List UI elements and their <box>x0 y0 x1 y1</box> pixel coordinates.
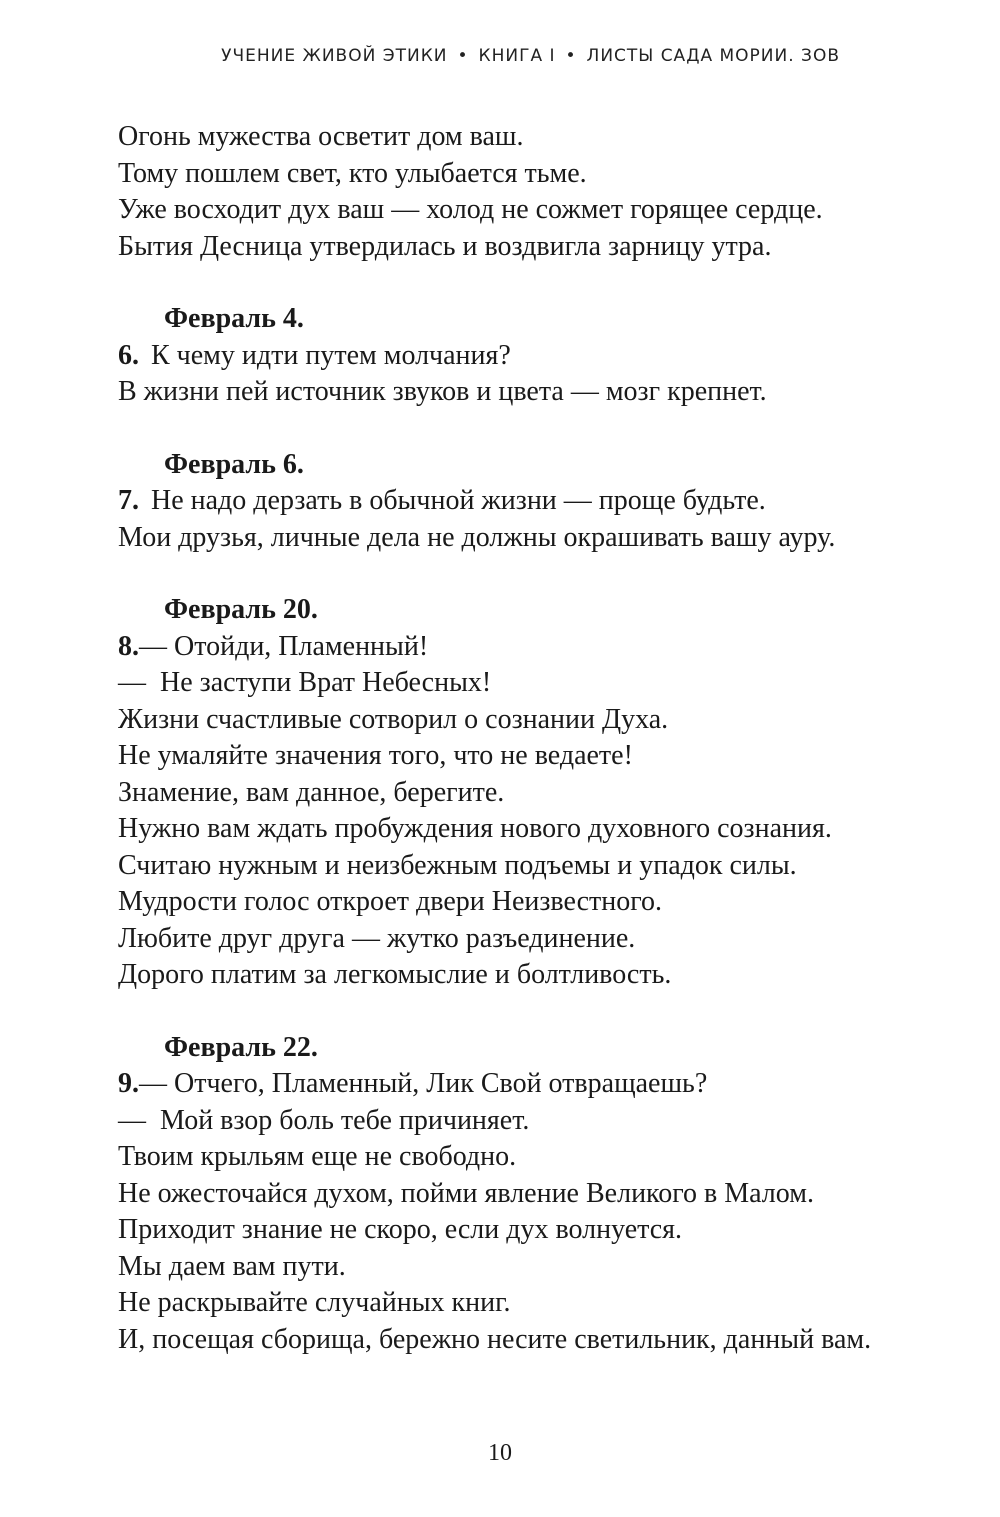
intro-block <box>118 119 978 265</box>
text-line: Огонь мужества осветит дом ваш. <box>118 121 524 152</box>
running-header <box>221 46 840 66</box>
header-separator: • <box>457 46 469 66</box>
text-line: Дорого платим за легкомыслие и болтливость. <box>118 959 672 990</box>
dialogue-dash: — <box>118 1104 146 1136</box>
dialogue-dash: — <box>118 667 146 698</box>
text-line: Не раскрывайте случайных книг. <box>118 1287 511 1318</box>
entry-8 <box>118 592 978 994</box>
text-line: Считаю нужным и неизбежным подъемы и упадок силы. <box>118 849 797 881</box>
entry-first-line <box>118 483 978 520</box>
text-line: Не ожесточайся духом, пойми явление Великого в Малом. <box>118 1177 814 1209</box>
entry-date: Февраль 20. <box>164 594 318 625</box>
page-body <box>118 119 978 1358</box>
text-line: Бытия Десница утвердилась и воздвигла зарницу утра. <box>118 230 772 262</box>
text-line: Уже восходит дух ваш — холод не сожмет горящее сердце. <box>118 194 823 225</box>
entry-7 <box>118 447 978 557</box>
entry-date: Февраль 22. <box>164 1031 318 1063</box>
entry-number: 6. <box>118 339 139 371</box>
entry-first-line <box>118 1066 978 1103</box>
header-separator: • <box>565 46 577 66</box>
header-series: УЧЕНИЕ ЖИВОЙ ЭТИКИ <box>221 46 448 66</box>
entry-first-line <box>118 629 978 666</box>
text-line: И, посещая сборища, бережно несите светильник, данный вам. <box>118 1323 872 1355</box>
text-line: В жизни пей источник звуков и цвета — мозг крепнет. <box>118 376 767 407</box>
entry-date: Февраль 4. <box>164 303 304 334</box>
text-line: Жизни счастливые сотворил о сознании Духа. <box>118 703 669 735</box>
text-line: Нужно вам ждать пробуждения нового духовного сознания. <box>118 813 832 844</box>
header-book: КНИГА I <box>478 46 556 66</box>
entry-6 <box>118 301 978 411</box>
entry-number: 8. <box>118 630 139 662</box>
text-line: Мы даем вам пути. <box>118 1250 346 1282</box>
text-line: Знамение, вам данное, берегите. <box>118 776 505 808</box>
entry-first-line <box>118 338 978 375</box>
entry-date: Февраль 6. <box>164 448 304 480</box>
text-line: Любите друг друга — жутко разъединение. <box>118 922 636 954</box>
dialogue-text: Не заступи Врат Небесных! <box>160 667 492 698</box>
entry-text: — Отойди, Пламенный! <box>139 630 429 662</box>
dialogue-line <box>118 1103 978 1140</box>
text-line: Мудрости голос откроет двери Неизвестного. <box>118 886 663 917</box>
entry-number: 9. <box>118 1068 139 1099</box>
entry-number: 7. <box>118 485 139 516</box>
entry-text: — Отчего, Пламенный, Лик Свой отвращаешь? <box>139 1068 708 1099</box>
text-line: Твоим крыльям еще не свободно. <box>118 1141 517 1172</box>
dialogue-text: Мой взор боль тебе причиняет. <box>160 1104 530 1136</box>
dialogue-line <box>118 665 978 702</box>
entry-text: К чему идти путем молчания? <box>151 339 511 371</box>
text-line: Мои друзья, личные дела не должны окрашивать вашу ауру. <box>118 521 836 553</box>
page-number: 10 <box>488 1440 512 1466</box>
header-title: ЛИСТЫ САДА МОРИИ. ЗОВ <box>586 46 840 66</box>
text-line: Тому пошлем свет, кто улыбается тьме. <box>118 157 587 189</box>
text-line: Не умаляйте значения того, что не ведаете! <box>118 740 633 771</box>
entry-9 <box>118 1030 978 1359</box>
entry-text: Не надо дерзать в обычной жизни — проще будьте. <box>151 485 766 516</box>
text-line: Приходит знание не скоро, если дух волнуется. <box>118 1214 683 1245</box>
